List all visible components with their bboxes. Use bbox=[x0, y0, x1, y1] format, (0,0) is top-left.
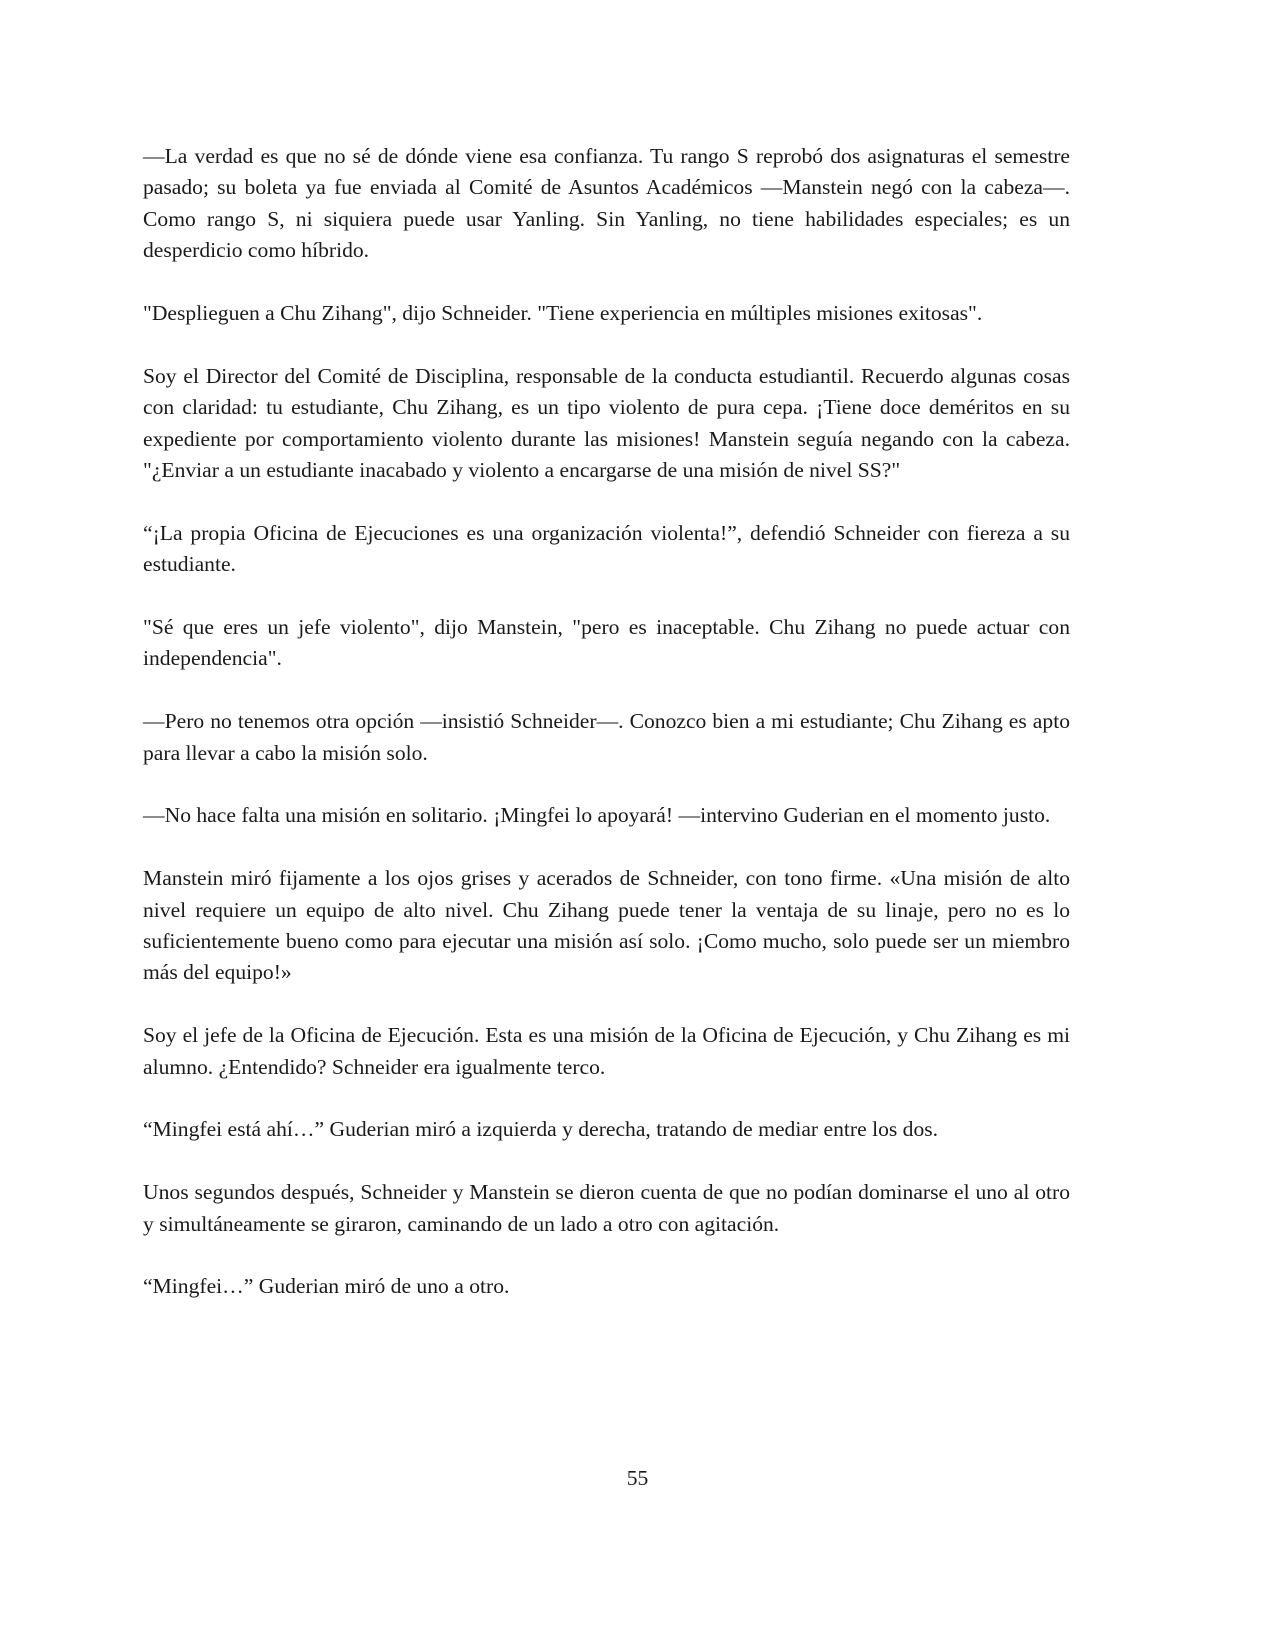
paragraph: Manstein miró fijamente a los ojos grises y acerados de Schneider, con tono firme. «Una misión de alto nivel requiere un equipo de alto nivel. Chu Zihang puede tener la ventaja de su linaje, pero no es lo suficientemente bueno como para ejecutar una misión así solo. ¡Como mucho, solo puede ser un miembro más del equipo!» bbox=[143, 866, 1070, 985]
paragraph: “Mingfei está ahí…” Guderian miró a izquierda y derecha, tratando de mediar entre los dos. bbox=[143, 1117, 939, 1142]
paragraph: “Mingfei…” Guderian miró de uno a otro. bbox=[143, 1274, 510, 1299]
paragraph: "Sé que eres un jefe violento", dijo Manstein, "pero es inaceptable. Chu Zihang no puede actuar con independencia". bbox=[143, 615, 1070, 671]
page-body bbox=[143, 141, 1070, 1334]
paragraph: Unos segundos después, Schneider y Manstein se dieron cuenta de que no podían dominarse el uno al otro y simultáneamente se giraron, caminando de un lado a otro con agitación. bbox=[143, 1180, 1070, 1236]
paragraph: —La verdad es que no sé de dónde viene esa confianza. Tu rango S reprobó dos asignaturas el semestre pasado; su boleta ya fue enviada al Comité de Asuntos Académicos —Manstein negó con la cabeza—. Como rango S, ni siquiera puede usar Yanling. Sin Yanling, no tiene habilidades especiales; es un desperdicio como híbrido. bbox=[143, 144, 1070, 263]
paragraph: —No hace falta una misión en solitario. ¡Mingfei lo apoyará! —intervino Guderian en el momento justo. bbox=[143, 803, 1051, 828]
page-number: 55 bbox=[626, 1466, 649, 1490]
paragraph: —Pero no tenemos otra opción —insistió Schneider—. Conozco bien a mi estudiante; Chu Zihang es apto para llevar a cabo la misión solo. bbox=[143, 709, 1070, 765]
paragraph: “¡La propia Oficina de Ejecuciones es una organización violenta!”, defendió Schneider con fiereza a su estudiante. bbox=[143, 520, 1070, 577]
paragraph: Soy el Director del Comité de Disciplina, responsable de la conducta estudiantil. Recuerdo algunas cosas con claridad: tu estudiante, Chu Zihang, es un tipo violento de pura cepa. ¡Tiene doce deméritos en su expediente por comportamiento violento durante las misiones! Manstein seguía negando con la cabeza. "¿Enviar a un estudiante inacabado y violento a encargarse de una misión de nivel SS?" bbox=[143, 363, 1070, 483]
paragraph: "Desplieguen a Chu Zihang", dijo Schneider. "Tiene experiencia en múltiples misiones exitosas". bbox=[143, 301, 983, 326]
paragraph: Soy el jefe de la Oficina de Ejecución. Esta es una misión de la Oficina de Ejecución, y Chu Zihang es mi alumno. ¿Entendido? Schneider era igualmente terco. bbox=[143, 1023, 1070, 1079]
